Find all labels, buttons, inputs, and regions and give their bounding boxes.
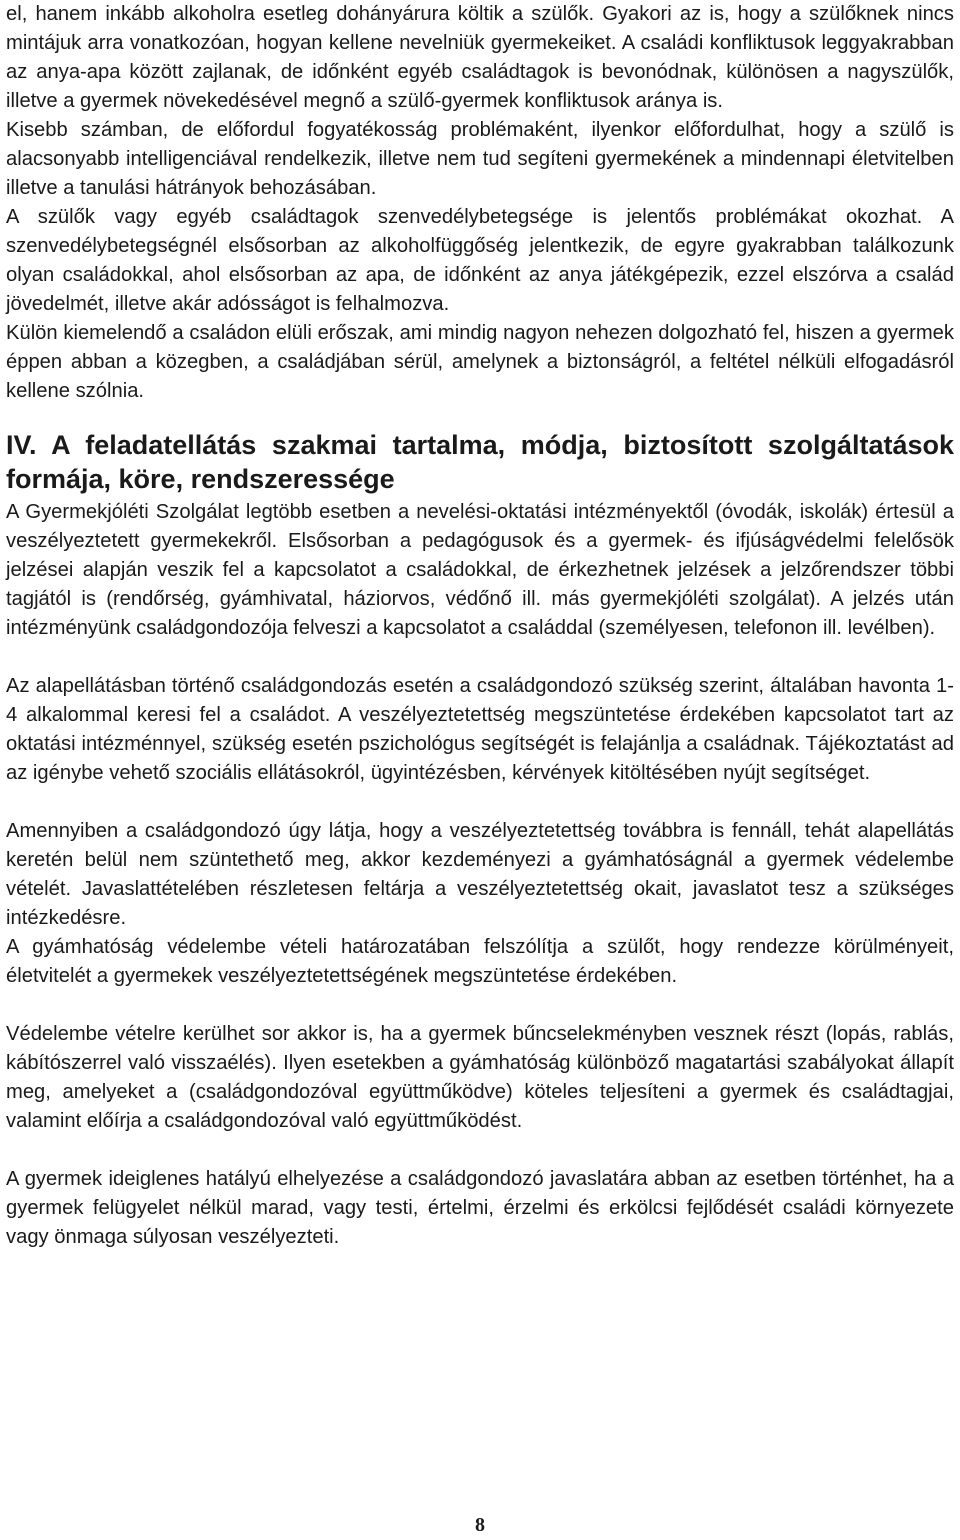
paragraph-domestic-violence: Külön kiemelendő a családon elüli erőszak, ami mindig nagyon nehezen dolgozható fel, hiszen a gyermek éppen abban a közegben, a családjában sérül, amelynek a biztonságról, a feltétel nélküli elfogadásról kellene szólnia.: [6, 322, 954, 402]
paragraph-criminal-cases: Védelembe vételre kerülhet sor akkor is, ha a gyermek bűncselekményben vesznek részt (lopás, rablás, kábítószerrel való visszaélés). Ilyen esetekben a gyámhatóság különböző magatartási szabályokat állapít meg, amelyeket a (családgondozóval együttműködve) köteles teljesíteni a gyermek és családtagjai, valamint előírja a családgondozóval való együttműködést.: [6, 1023, 954, 1132]
paragraph-service-intro: A Gyermekjóléti Szolgálat legtöbb esetben a nevelési-oktatási intézményektől (óvodák, iskolák) értesül a veszélyeztetett gyermekekről. Elsősorban a pedagógusok és a gyermek- és ifjúságvédelmi felelősök jelzései alapján veszik fel a kapcsolatot a családokkal, de érkezhetnek jelzések a jelzőrendszer többi tagjától is (rendőrség, gyámhivatal, háziorvos, védőnő ill. más gyermekjóléti szolgálat). A jelzés után intézményünk családgondozója felveszi a kapcsolatot a családdal (személyesen, telefonon ill. levélben).: [6, 501, 954, 639]
page-number: 8: [475, 1514, 485, 1536]
paragraph-addiction: A szülők vagy egyéb családtagok szenvedélybetegsége is jelentős problémákat okozhat. A szenvedélybetegségnél elsősorban az alkoholfüggőség jelentkezik, de egyre gyakrabban találkozunk olyan családokkal, ahol elsősorban az apa, de időnként az anya játékgépezik, ezzel elszórva a család jövedelmét, illetve akár adósságot is felhalmozva.: [6, 206, 954, 315]
paragraph-guardianship-decision: A gyámhatóság védelembe vételi határozatában felszólítja a szülőt, hogy rendezze körülményeit, életvitelét a gyermekek veszélyeztetettségének megszüntetése érdekében.: [6, 936, 954, 987]
paragraph-protection-initiation: Amennyiben a családgondozó úgy látja, hogy a veszélyeztetettség továbbra is fennáll, tehát alapellátás keretén belül nem szüntethető meg, akkor kezdeményezi a gyámhatóságnál a gyermek védelembe vételét. Javaslattételében részletesen feltárja a veszélyeztetettség okait, javaslatot tesz a szükséges intézkedésre.: [6, 820, 954, 929]
paragraph-disability: Kisebb számban, de előfordul fogyatékosság problémaként, ilyenkor előfordulhat, hogy a szülő is alacsonyabb intelligenciával rendelkezik, illetve nem tud segíteni gyermekének a mindennapi életvitelben illetve a tanulási hátrányok behozásában.: [6, 119, 954, 199]
document-page: [6, 0, 954, 1252]
section-heading: IV. A feladatellátás szakmai tartalma, módja, biztosított szolgáltatások formája, köre, rendszeressége: [6, 430, 954, 494]
paragraph-basic-care: Az alapellátásban történő családgondozás esetén a családgondozó szükség szerint, általában havonta 1-4 alkalommal keresi fel a családot. A veszélyeztetettség megszüntetése érdekében kapcsolatot tart az oktatási intézménnyel, szükség esetén pszichológus segítségét is felajánlja a családnak. Tájékoztatást ad az igénybe vehető szociális ellátásokról, ügyintézésben, kérvények kitöltésében nyújt segítséget.: [6, 675, 954, 784]
paragraph-gap: [6, 788, 954, 817]
paragraph-temporary-placement: A gyermek ideiglenes hatályú elhelyezése a családgondozó javaslatára abban az esetben történhet, ha a gyermek felügyelet nélkül marad, vagy testi, értelmi, érzelmi és erkölcsi fejlődését családi környezete vagy önmaga súlyosan veszélyezteti.: [6, 1168, 954, 1248]
paragraph-gap: [6, 643, 954, 672]
paragraph-family-conflicts: el, hanem inkább alkoholra esetleg dohányárura költik a szülők. Gyakori az is, hogy a szülőknek nincs mintájuk arra vonatkozóan, hogyan kellene nevelniük gyermekeiket. A családi konfliktusok leggyakrabban az anya-apa között zajlanak, de időnként egyéb családtagok is bevonódnak, különösen a nagyszülők, illetve a gyermek növekedésével megnő a szülő-gyermek konfliktusok aránya is.: [6, 3, 954, 112]
paragraph-gap: [6, 1136, 954, 1165]
paragraph-gap: [6, 991, 954, 1020]
